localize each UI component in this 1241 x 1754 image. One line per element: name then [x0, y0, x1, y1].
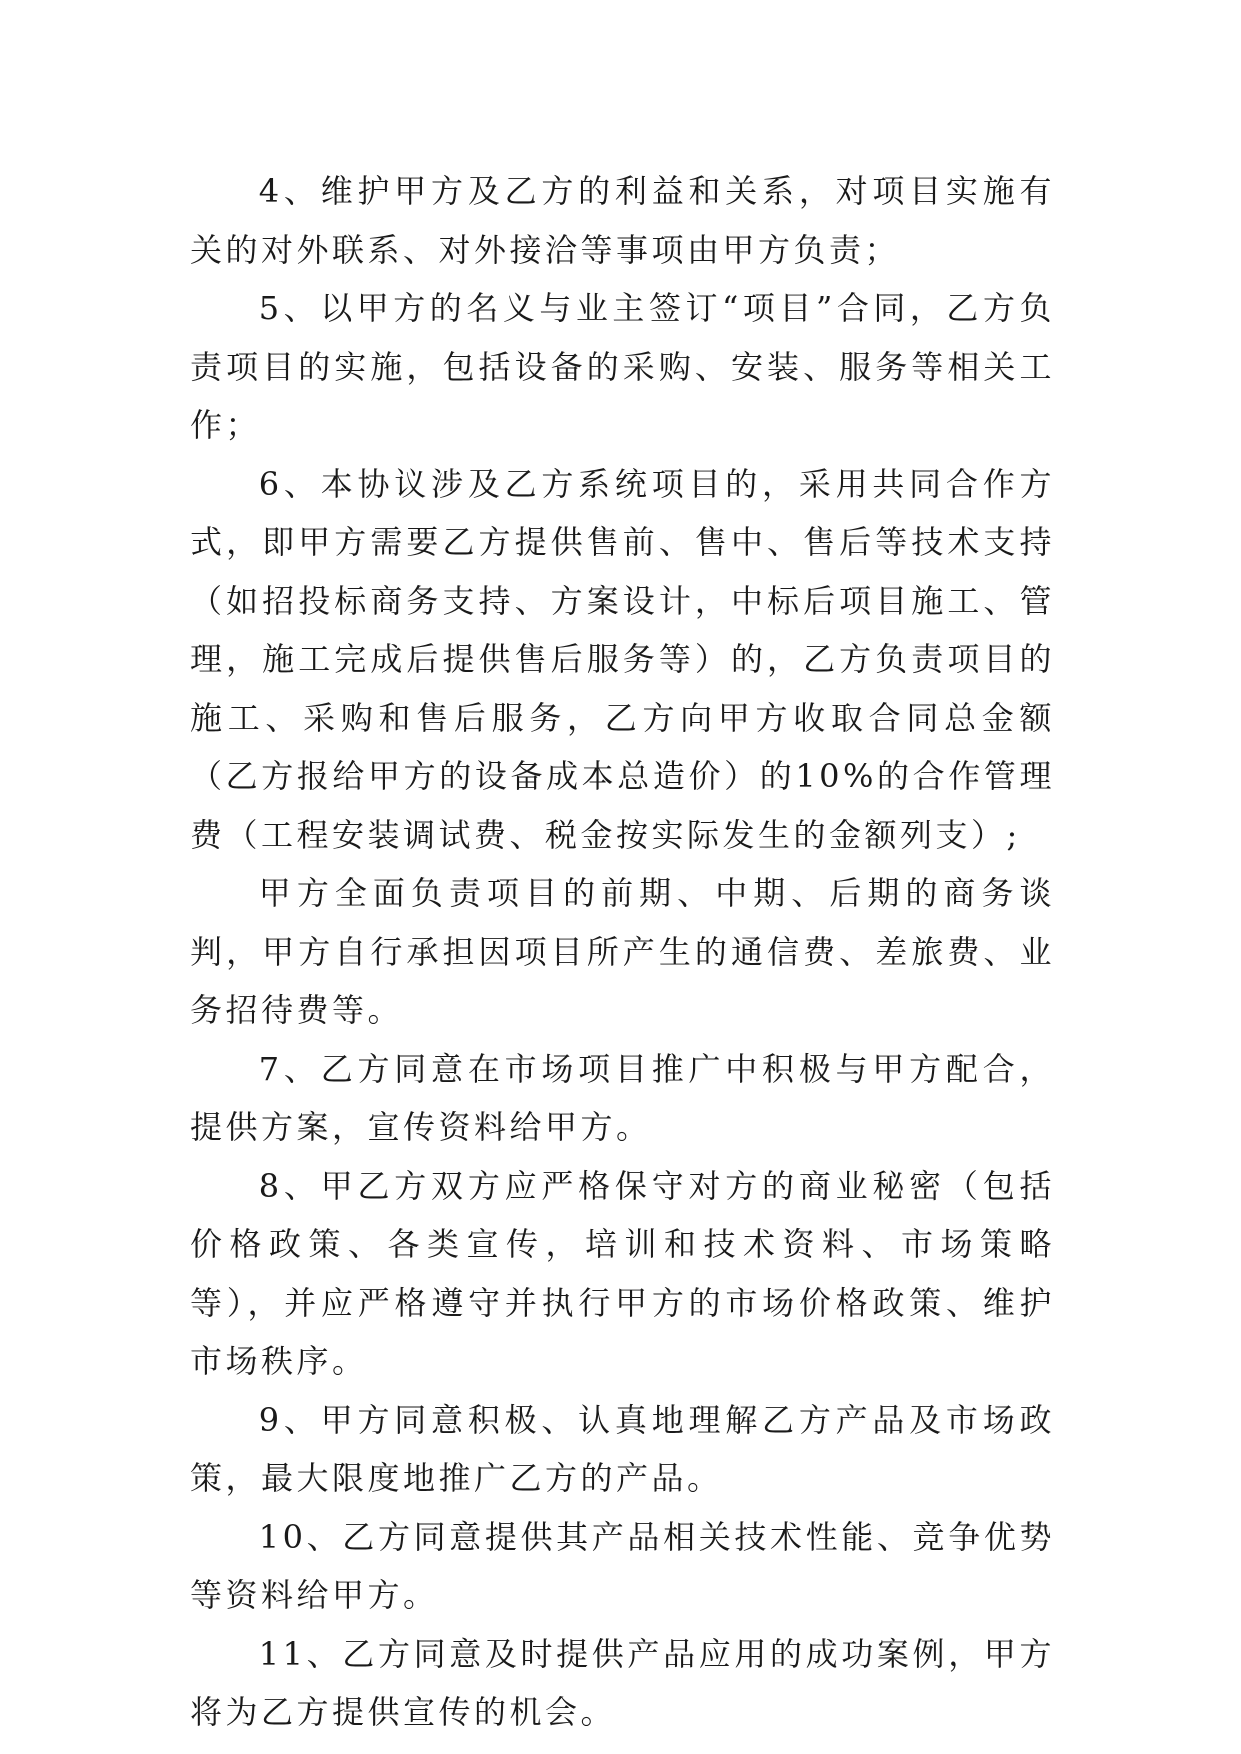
clause-4: 4、维护甲方及乙方的利益和关系，对项目实施有关的对外联系、对外接洽等事项由甲方负责； — [190, 172, 1055, 269]
clause-7: 7、乙方同意在市场项目推广中积极与甲方配合，提供方案，宣传资料给甲方。 — [190, 1049, 1055, 1146]
clause-8: 8、甲乙方双方应严格保守对方的商业秘密（包括价格政策、各类宣传，培训和技术资料、市场策略等），并应严格遵守并执行甲方的市场价格政策、维护市场秩序。 — [190, 1166, 1055, 1380]
clause-9: 9、甲方同意积极、认真地理解乙方产品及市场政策，最大限度地推广乙方的产品。 — [190, 1400, 1055, 1497]
clause-11: 11、乙方同意及时提供产品应用的成功案例，甲方将为乙方提供宣传的机会。 — [190, 1634, 1055, 1731]
clause-6-supplement: 甲方全面负责项目的前期、中期、后期的商务谈判，甲方自行承担因项目所产生的通信费、差旅费、业务招待费等。 — [190, 874, 1055, 1029]
clause-6: 6、本协议涉及乙方系统项目的，采用共同合作方式，即甲方需要乙方提供售前、售中、售后等技术支持（如招投标商务支持、方案设计，中标后项目施工、管理，施工完成后提供售后服务等）的，乙方负责项目的施工、采购和售后服务，乙方向甲方收取合同总金额（乙方报给甲方的设备成本总造价）的10%的合作管理费（工程安装调试费、税金按实际发生的金额列支）; — [190, 464, 1055, 854]
document-body — [190, 162, 1055, 1742]
clause-5: 5、以甲方的名义与业主签订“项目”合同，乙方负责项目的实施，包括设备的采购、安装、服务等相关工作； — [190, 289, 1055, 444]
clause-10: 10、乙方同意提供其产品相关技术性能、竞争优势等资料给甲方。 — [190, 1517, 1055, 1614]
